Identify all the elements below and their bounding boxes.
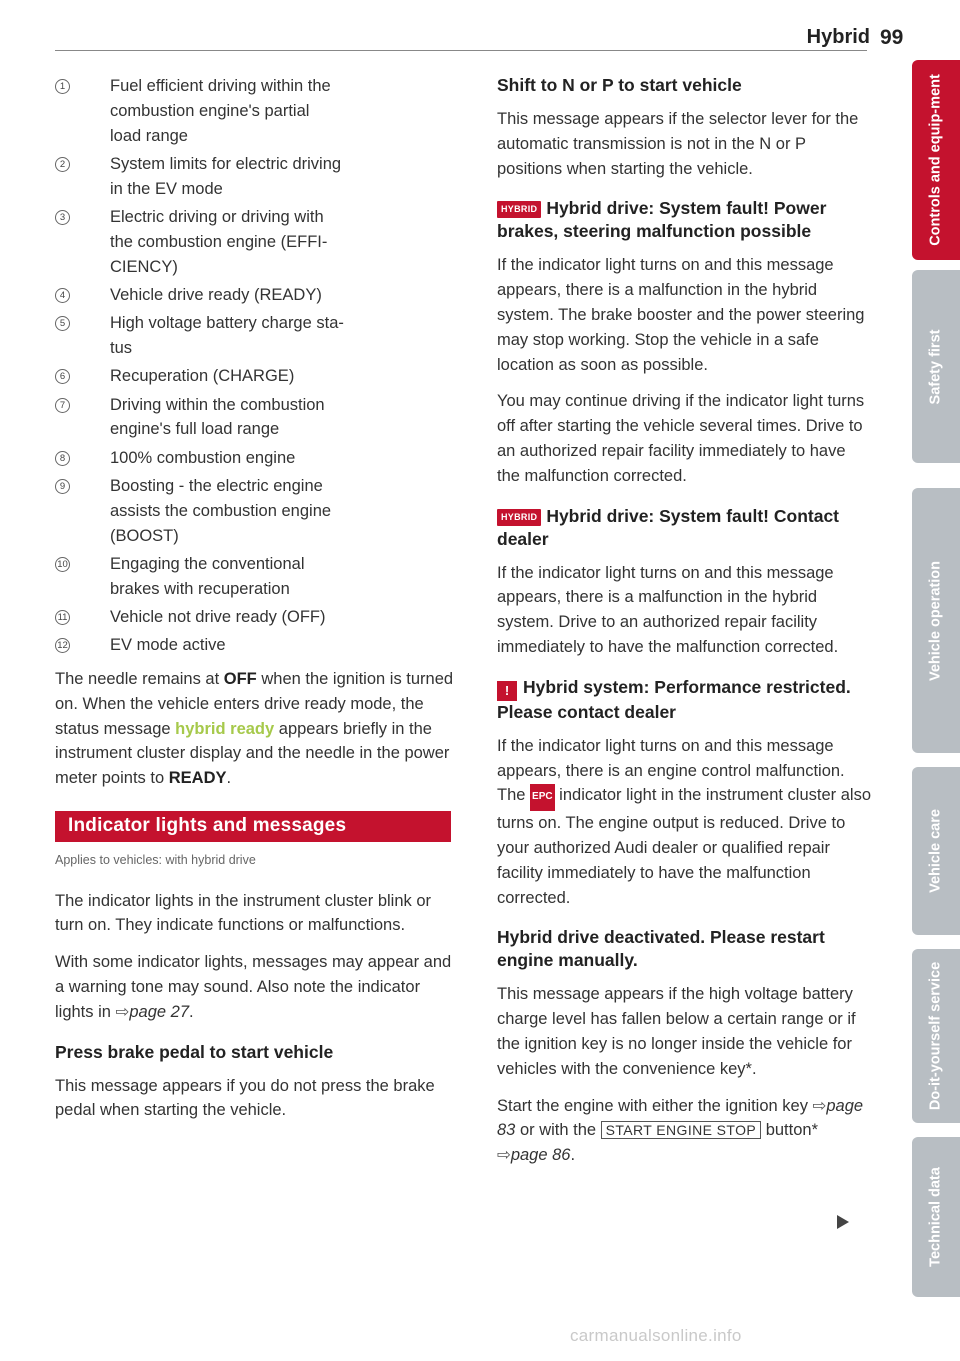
legend-item-text: 100% combustion engine <box>110 448 296 467</box>
start-text-3: button* <box>761 1121 819 1140</box>
shift-body: This message appears if the selector lever for the automatic transmission is not in the N or P positions when starting the vehicle. <box>497 110 859 178</box>
chapter-tab[interactable] <box>912 767 960 935</box>
performance-body-1: If the indicator light turns on and this message appears, there is an engine control malfunction. The <box>497 736 845 805</box>
fault-power-body-2: You may continue driving if the indicator light turns off after starting the vehicle several times. Drive to an authorized repair facility immediately to have the malfunction corrected. <box>497 392 865 485</box>
page-ref-arrow-icon: ⇨ <box>497 1146 511 1165</box>
item-number-circle: 9 <box>55 479 70 494</box>
legend-item <box>55 364 455 389</box>
item-number-circle: 10 <box>55 557 70 572</box>
item-number-circle: 8 <box>55 451 70 466</box>
performance-heading <box>497 676 872 724</box>
deactivated-body: This message appears if the high voltage battery charge level has fallen below a certain range or if the ignition key is no longer inside the vehicle for vehicles with the convenience key*. <box>497 985 856 1078</box>
fault-dealer-heading-text: Hybrid drive: System fault! Contact dealer <box>497 505 840 549</box>
fault-dealer-heading <box>497 505 872 551</box>
legend-item-text: load range <box>110 126 188 145</box>
brake-body: This message appears if you do not press the brake pedal when starting the vehicle. <box>55 1076 435 1120</box>
warning-triangle-icon: ! <box>497 681 517 701</box>
page-27-label: page 27 <box>129 1002 190 1021</box>
header-rule <box>55 50 867 51</box>
chapter-tab[interactable] <box>912 270 960 463</box>
item-number-circle: 12 <box>55 638 70 653</box>
hybrid-ready-message: hybrid ready <box>175 719 275 738</box>
item-number-circle: 11 <box>55 610 70 625</box>
needle-text-4: . <box>226 769 232 788</box>
chapter-tab-label: Vehicle care <box>927 809 944 893</box>
legend-item <box>55 633 455 658</box>
legend-item-text: Vehicle drive ready (READY) <box>110 285 322 304</box>
fault-power-heading-text: Hybrid drive: System fault! Power brakes, steering malfunction possible <box>497 198 827 242</box>
page-83-label: page 83 <box>497 1096 864 1140</box>
legend-item-text: Electric driving or driving with <box>110 207 324 226</box>
performance-body <box>497 734 872 911</box>
legend-item-text: Boosting - the electric engine <box>110 476 323 495</box>
legend-item-text: High voltage battery charge sta- <box>110 314 344 333</box>
start-text-2: or with the <box>515 1121 601 1140</box>
needle-text-1: The needle remains at <box>55 670 224 689</box>
chapter-tab[interactable] <box>912 60 960 260</box>
power-meter-legend <box>55 74 455 658</box>
item-number-circle: 3 <box>55 210 70 225</box>
warning-note-text: With some indicator lights, messages may appear and a warning tone may sound. Also note the indicator lights in <box>55 953 452 1021</box>
item-number-circle: 7 <box>55 398 70 413</box>
legend-item <box>55 552 455 602</box>
start-text-1: Start the engine with either the ignition key <box>497 1096 813 1115</box>
legend-item-text: in the EV mode <box>110 179 223 198</box>
section-title-banner: Indicator lights and messages <box>55 811 451 842</box>
hybrid-warning-icon: HYBRID <box>497 509 541 526</box>
item-number-circle: 5 <box>55 316 70 331</box>
start-engine-instructions <box>497 1094 872 1168</box>
legend-item <box>55 74 455 148</box>
legend-item <box>55 474 455 548</box>
legend-item <box>55 311 455 361</box>
ready-label: READY <box>168 769 227 788</box>
legend-item-text: engine's full load range <box>110 420 280 439</box>
legend-item-text: combustion engine's partial <box>110 101 310 120</box>
item-number-circle: 6 <box>55 369 70 384</box>
item-number-circle: 2 <box>55 157 70 172</box>
legend-item <box>55 152 455 202</box>
right-column <box>497 74 872 1180</box>
item-number-circle: 4 <box>55 288 70 303</box>
warning-note-end: . <box>189 1002 194 1021</box>
epc-icon: EPC <box>530 784 555 811</box>
legend-item-text: CIENCY) <box>110 257 178 276</box>
needle-paragraph <box>55 667 455 791</box>
fault-dealer-body: If the indicator light turns on and this message appears, there is a malfunction in the hybrid system. Drive to an authorized repair facility immediately to have the malfunction corrected. <box>497 563 839 656</box>
legend-item-text: the combustion engine (EFFI- <box>110 232 328 251</box>
page-27-link[interactable] <box>116 1003 189 1021</box>
legend-item <box>55 605 455 630</box>
left-column <box>55 74 455 1135</box>
chapter-tab-label: Technical data <box>927 1167 944 1267</box>
page-ref-arrow-icon: ⇨ <box>115 1002 130 1021</box>
legend-item <box>55 446 455 471</box>
page-ref-arrow-icon: ⇨ <box>812 1096 827 1115</box>
legend-item <box>55 283 455 308</box>
chapter-tab[interactable] <box>912 949 960 1123</box>
page-number: 99 <box>880 26 904 49</box>
legend-item-text: Recuperation (CHARGE) <box>110 367 295 386</box>
legend-item-text: Driving within the combustion <box>110 395 325 414</box>
page-86-label: page 86 <box>510 1146 571 1165</box>
continue-arrow-icon <box>837 1215 849 1229</box>
legend-item-text: Vehicle not drive ready (OFF) <box>110 607 326 626</box>
performance-body-2: indicator light in the instrument cluster also turns on. The engine output is reduced. Drive to your authorized Audi dealer or qualified repair facility immediately to have the malfunction corrected. <box>497 786 871 907</box>
applies-to-note: Applies to vehicles: with hybrid drive <box>55 852 256 867</box>
chapter-tab-label: Safety first <box>927 329 944 404</box>
indicator-intro: The indicator lights in the instrument cluster blink or turn on. They indicate functions or malfunctions. <box>55 891 432 935</box>
legend-item-text: EV mode active <box>110 636 226 655</box>
watermark: carmanualsonline.info <box>570 1326 742 1345</box>
legend-item <box>55 393 455 443</box>
brake-heading: Press brake pedal to start vehicle <box>55 1041 334 1062</box>
legend-item-text: System limits for electric driving <box>110 154 342 173</box>
chapter-tab[interactable] <box>912 1137 960 1297</box>
chapter-tab-label: Controls and equip-ment <box>927 74 944 246</box>
hybrid-warning-icon: HYBRID <box>497 201 541 218</box>
legend-item-text: brakes with recuperation <box>110 579 290 598</box>
needle-text-3: appears briefly in the instrument cluster display and the needle in the power meter points to <box>55 719 450 788</box>
page-86-link[interactable] <box>497 1146 570 1164</box>
fault-power-body-1: If the indicator light turns on and this message appears, there is a malfunction in the hybrid system. The brake booster and the power steering may stop working. Stop the vehicle in a safe location as soon as possible. <box>497 256 865 374</box>
chapter-tab[interactable] <box>912 488 960 753</box>
needle-text-2: when the ignition is turned on. When the vehicle enters drive ready mode, the status message <box>55 670 454 738</box>
item-number-circle: 1 <box>55 79 70 94</box>
performance-heading-text: Hybrid system: Performance restricted. Please contact dealer <box>497 676 851 722</box>
off-label: OFF <box>223 670 257 689</box>
deactivated-heading: Hybrid drive deactivated. Please restart engine manually. <box>497 927 825 971</box>
legend-item-text: Engaging the conventional <box>110 554 305 573</box>
legend-item-text: (BOOST) <box>110 526 179 545</box>
legend-item-text: tus <box>110 338 133 357</box>
start-text-4: . <box>570 1146 576 1165</box>
start-engine-stop-key: START ENGINE STOP <box>601 1121 761 1139</box>
legend-item <box>55 205 455 279</box>
fault-power-heading <box>497 197 872 243</box>
indicator-warning-note <box>55 950 455 1024</box>
legend-item-text: Fuel efficient driving within the <box>110 77 331 95</box>
chapter-tab-label: Vehicle operation <box>927 560 944 681</box>
chapter-tab-label: Do-it-yourself service <box>927 961 944 1111</box>
legend-item-text: assists the combustion engine <box>110 501 332 520</box>
running-header-title: Hybrid <box>806 26 870 48</box>
shift-heading: Shift to N or P to start vehicle <box>497 75 742 95</box>
